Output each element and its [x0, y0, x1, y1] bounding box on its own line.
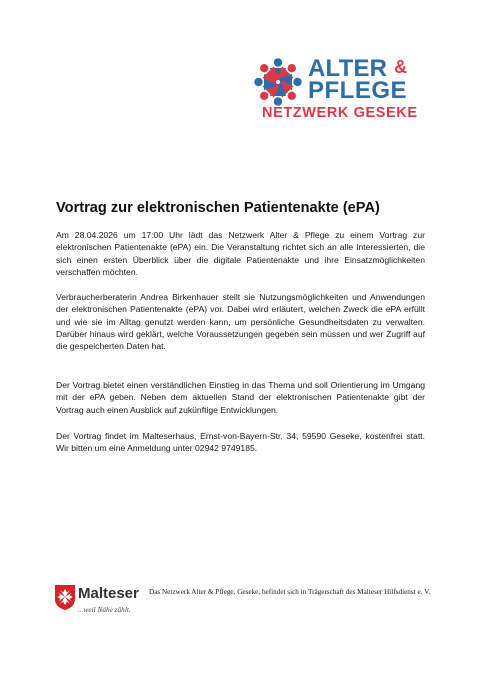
footer-note: Das Netzwerk Alter & Pflege, Geseke, befindet sich in Trägerschaft des Malteser Hilfsdienst e. V. [149, 588, 431, 596]
network-logo [252, 52, 424, 122]
logo-ampersand: & [394, 57, 408, 77]
people-circle-icon [252, 56, 304, 108]
document-title: Vortrag zur elektronischen Patientenakte (ePA) [56, 200, 380, 216]
paragraph-intro: Am 28.04.2026 um 17:00 Uhr lädt das Netzwerk Alter & Pflege zu einem Vortrag zur elektronischen Patientenakte (ePA) ein. Die Veranstaltung richtet sich an alle Interessierten, die sich einen ersten Überblick über die digitale Patientenakte und ihre Einsatzmöglichkeiten verschaffen möchten. [56, 230, 425, 277]
paragraph-speaker: Verbraucherberaterin Andrea Birkenhauer stellt sie Nutzungsmöglichkeiten und Anwendungen der elektronischen Patientenakte (ePA) vor. Dabei wird erläutert, welchen Zweck die ePA erfüllt und wie sie im Alltag genutzt werden kann, um persönliche Gesundheitsdaten zu verwalten. Darüber hinaus wird geklärt, welche Voraussetzungen gegeben sein müssen und wer Zugriff auf die gespeicherten Daten hat. [56, 292, 425, 352]
paragraph-overview: Der Vortrag bietet einen verständlichen Einstieg in das Thema und soll Orientierung im Umgang mit der ePA geben. Neben dem aktuellen Stand der elektronischen Patientenakte gibt der Vortrag auch einen Ausblick auf zukünftige Entwicklungen. [56, 380, 425, 415]
paragraph-location: Der Vortrag findet im Malteserhaus, Ernst-von-Bayern-Str. 34, 59590 Geseke, kostenfrei statt. Wir bitten um eine Anmeldung unter 02942 9749185. [56, 431, 425, 454]
maltese-cross-icon [54, 584, 76, 611]
malteser-name: Malteser [78, 585, 139, 602]
logo-text-pflege: PFLEGE [308, 77, 408, 104]
logo-text-alter: ALTER & [308, 55, 408, 82]
logo-text-netzwerk: NETZWERK GESEKE [262, 105, 418, 121]
malteser-claim: ...weil Nähe zählt. [78, 605, 131, 614]
malteser-logo [54, 584, 144, 624]
